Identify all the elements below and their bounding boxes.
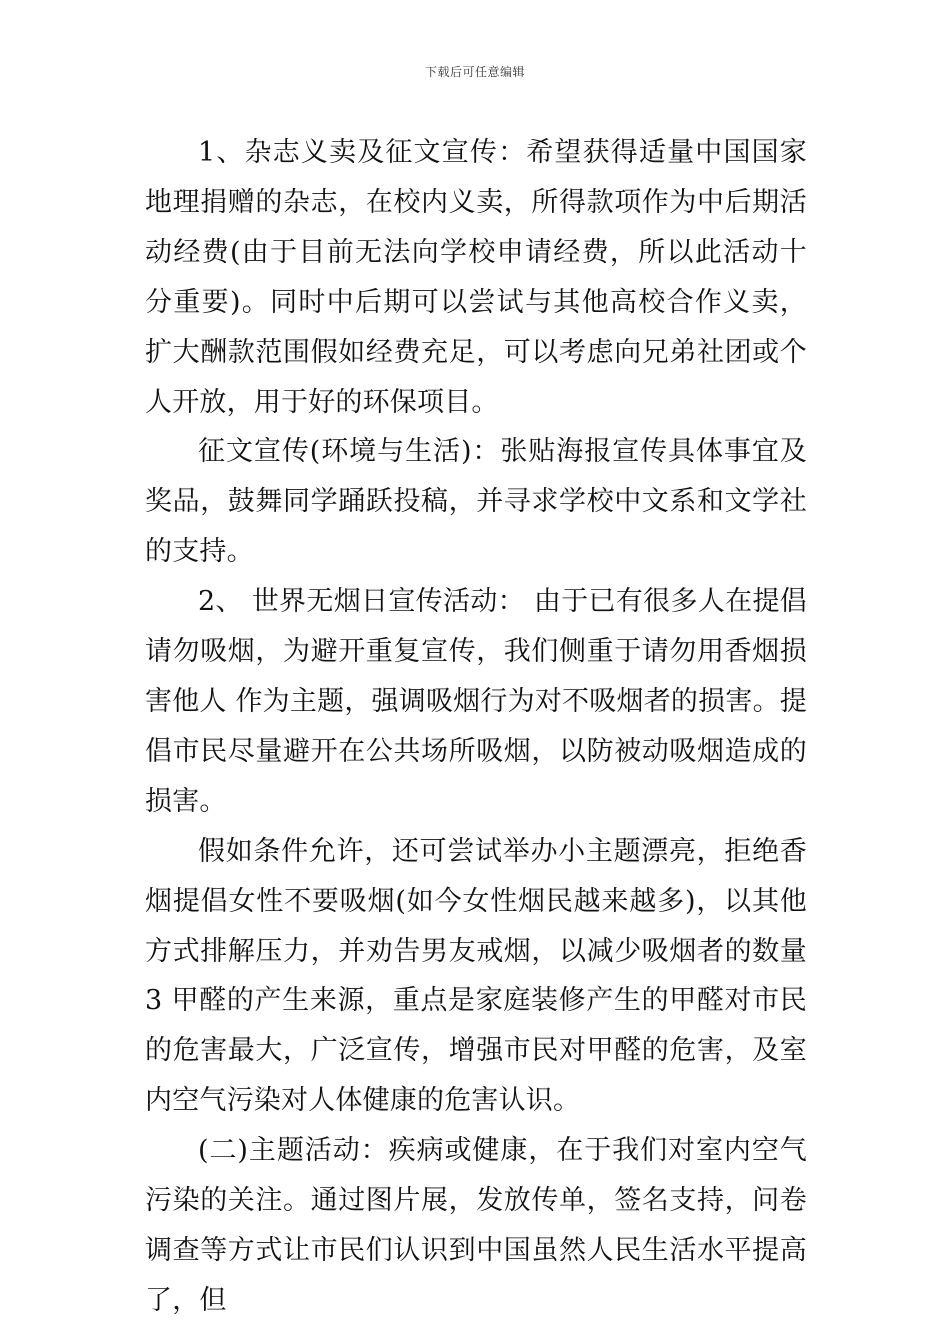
paragraph-conditions-allowing: 假如条件允许，还可尝试举办小主题漂亮，拒绝香烟提倡女性不要吸烟(如今女性烟民越来越多)，以其他方式排解压力，并劝告男友戒烟，以减少吸烟者的数量 3 甲醛的产生来源，重点是家庭装修产生的甲醛对市民的危害最大，广泛宣传，增强市民对甲醛的危害，及室内空气污染对人体健康的危害认识。 bbox=[145, 835, 807, 1117]
page-header: 下载后可任意编辑 bbox=[424, 65, 525, 79]
paragraph-no-tobacco-day: 2、 世界无烟日宣传活动： 由于已有很多人在提倡请勿吸烟，为避开重复宣传，我们侧重于请勿用香烟损害他人 作为主题，强调吸烟行为对不吸烟者的损害。提倡市民尽量避开在公共场所吸烟，以防被动吸烟造成的损害。 bbox=[145, 586, 807, 817]
paragraph-magazine-sale: 1、杂志义卖及征文宣传：希望获得适量中国国家地理捐赠的杂志，在校内义卖，所得款项作为中后期活动经费(由于目前无法向学校申请经费，所以此活动十分重要)。同时中后期可以尝试与其他高校合作义卖，扩大酬款范围假如经费充足，可以考虑向兄弟社团或个人开放，用于好的环保项目。 bbox=[145, 137, 807, 418]
document-body bbox=[145, 128, 807, 1326]
paragraph-theme-activity: (二)主题活动：疾病或健康，在于我们对室内空气污染的关注。通过图片展，发放传单，签名支持，问卷调查等方式让市民们认识到中国虽然人民生活水平提高了，但 bbox=[145, 1135, 807, 1316]
paragraph-essay-promotion: 征文宣传(环境与生活)：张贴海报宣传具体事宜及奖品，鼓舞同学踊跃投稿，并寻求学校中文系和文学社的支持。 bbox=[145, 436, 807, 568]
